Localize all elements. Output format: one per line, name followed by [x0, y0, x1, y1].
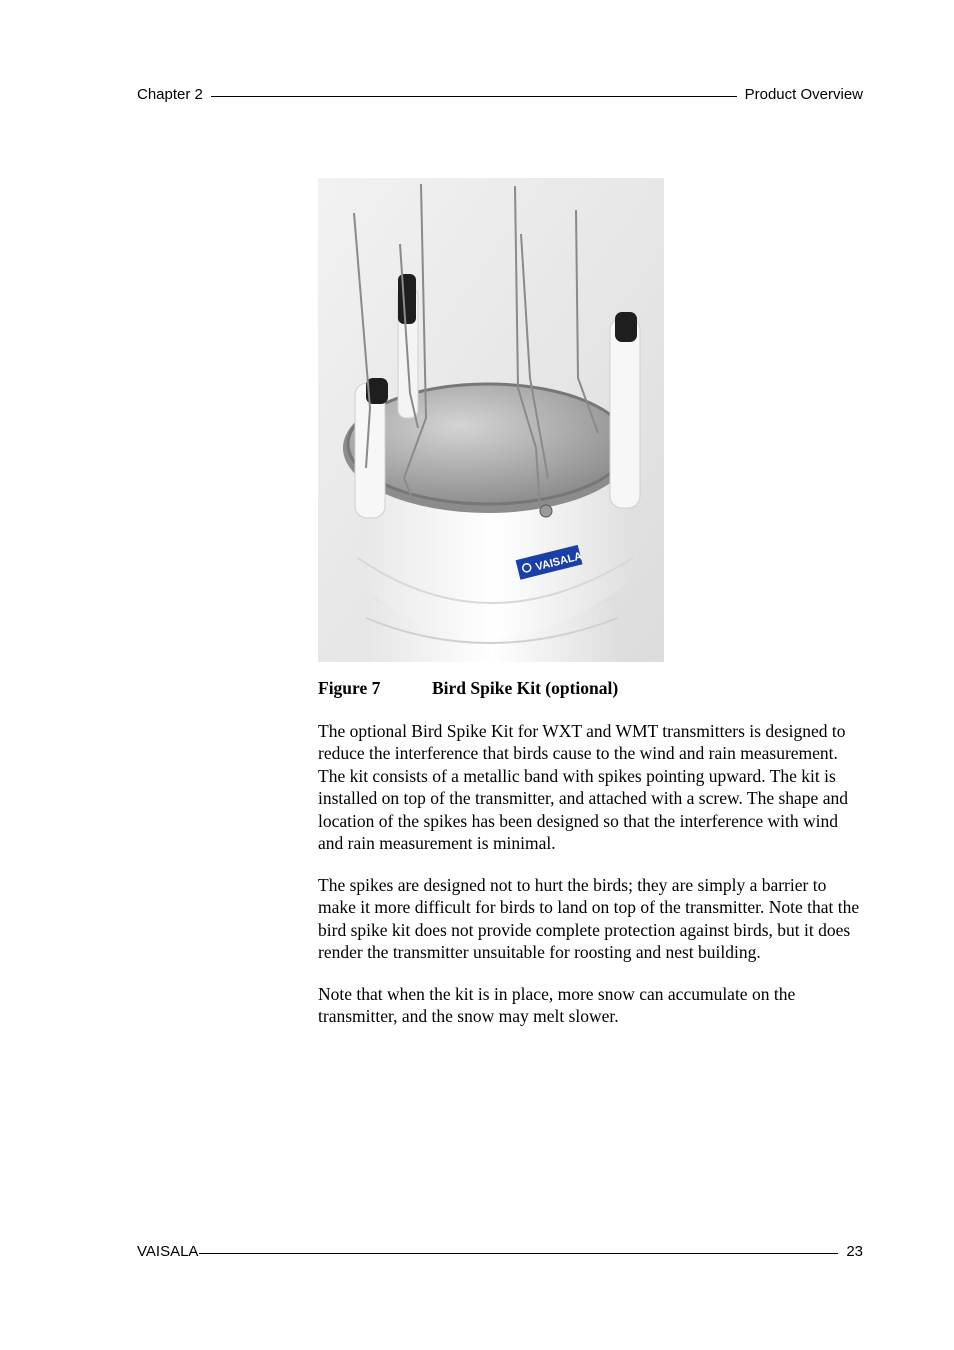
page-footer [137, 1243, 863, 1260]
page-number: 23 [846, 1243, 863, 1260]
paragraph: The spikes are designed not to hurt the birds; they are simply a barrier to make it more difficult for birds to land on top of the transmitter. Note that the bird spike kit does not provide complete protection against birds, but it does render the transmitter unsuitable for roosting and nest building. [318, 874, 860, 963]
body-text [318, 720, 863, 1047]
section-label: Product Overview [744, 86, 863, 103]
paragraph: The optional Bird Spike Kit for WXT and WMT transmitters is designed to reduce the interference that birds cause to the wind and rain measurement. The kit consists of a metallic band with spikes pointing upward. The kit is installed on top of the transmitter, and attached with a screw. The shape and location of the spikes has been designed so that the interference with wind and rain measurement is minimal. [318, 721, 848, 854]
company-label: VAISALA [137, 1243, 199, 1260]
page-header [137, 86, 863, 103]
footer-rule [199, 1253, 838, 1254]
figure-caption [318, 678, 618, 699]
figure-title: Bird Spike Kit (optional) [432, 678, 619, 698]
figure-number: Figure 7 [318, 678, 381, 698]
chapter-label: Chapter 2 [137, 86, 203, 103]
header-rule [211, 96, 737, 97]
vaisala-logo-text: VAISALA [534, 550, 584, 574]
bird-spike-kit-photo [318, 178, 664, 662]
paragraph: Note that when the kit is in place, more snow can accumulate on the transmitter, and the snow may melt slower. [318, 984, 796, 1027]
